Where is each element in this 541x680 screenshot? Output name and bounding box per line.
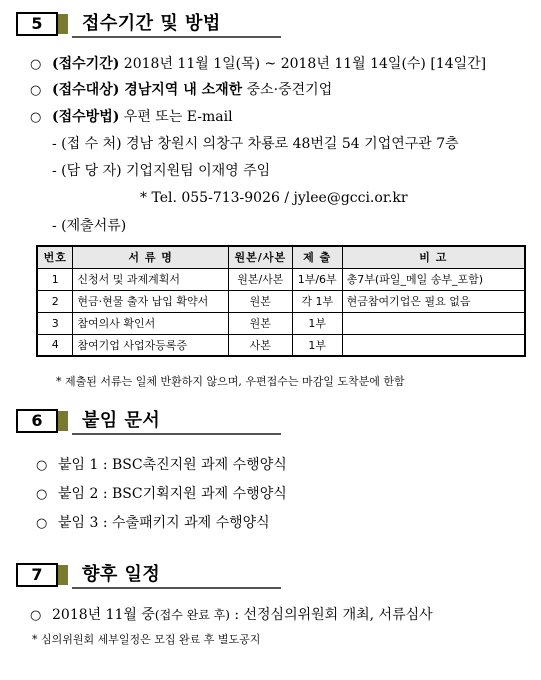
- attachment-text: 붙임 2 : BSC기획지원 과제 수행양식: [58, 486, 287, 502]
- table-row: [37, 334, 525, 356]
- table-footnote: * 제출된 서류는 일체 반환하지 않으며, 우편접수는 마감일 도착분에 한함: [56, 375, 405, 388]
- schedule-footnote: * 심의위원회 세부일정은 모집 완료 후 별도공지: [32, 633, 261, 646]
- table-cell: 각 1부: [292, 290, 342, 312]
- section-title: 접수기간 및 방법: [82, 13, 221, 34]
- attachment-item: [36, 485, 287, 504]
- table-cell: 참여기업 사업자등록증: [73, 334, 228, 356]
- schedule-text: : 선정심의위원회 개최, 서류심사: [229, 607, 433, 623]
- circle-bullet-icon: ○: [30, 57, 42, 72]
- section-6-header: [16, 409, 281, 435]
- target-text: 중소·중견기업: [242, 82, 333, 98]
- circle-bullet-icon: ○: [30, 110, 42, 125]
- section-bar-decoration: [58, 565, 68, 585]
- table-cell: [342, 312, 525, 334]
- schedule-paren: (접수 완료 후): [154, 608, 230, 622]
- tel-line: * Tel. 055-713-9026 / jylee@gcci.or.kr: [140, 190, 408, 206]
- attachment-item: [36, 456, 287, 475]
- period-label: (접수기간): [52, 56, 120, 72]
- table-cell: 원본/사본: [228, 268, 292, 290]
- table-header-cell: 번호: [37, 246, 73, 268]
- circle-bullet-icon: ○: [36, 487, 48, 502]
- table-cell: 3: [37, 312, 73, 334]
- table-cell: 1부/6부: [292, 268, 342, 290]
- table-cell: [342, 334, 525, 356]
- target-bold-text: 경남지역 내 소재한: [119, 82, 243, 98]
- period-text: 2018년 11월 1일(목) ~ 2018년 11월 14일(수) [14일간]: [119, 56, 487, 72]
- section-number: 6: [16, 409, 58, 433]
- circle-bullet-icon: ○: [36, 458, 48, 473]
- target-item: [30, 81, 332, 100]
- section-title: 향후 일정: [82, 564, 161, 585]
- circle-bullet-icon: ○: [30, 83, 42, 98]
- table-header-cell: 제 출: [292, 246, 342, 268]
- table-cell: 원본: [228, 290, 292, 312]
- section-bar-decoration: [58, 411, 68, 431]
- table-cell: 현금참여기업은 필요 없음: [342, 290, 525, 312]
- table-header-cell: 비 고: [342, 246, 525, 268]
- period-item: [30, 55, 486, 74]
- table-cell: 원본: [228, 312, 292, 334]
- table-cell: 신청서 및 과제계획서: [73, 268, 228, 290]
- table-cell: 현금·현물 출자 납입 확약서: [73, 290, 228, 312]
- section-number: 5: [16, 12, 58, 36]
- section-underline: [72, 433, 281, 435]
- section-7-header: [16, 563, 281, 589]
- circle-bullet-icon: ○: [36, 516, 48, 531]
- table-row: [37, 312, 525, 334]
- place-line: - (접 수 처) 경남 창원시 의창구 차룡로 48번길 54 기업연구관 7층: [52, 136, 459, 152]
- attachment-text: 붙임 1 : BSC촉진지원 과제 수행양식: [58, 457, 287, 473]
- table-cell: 1부: [292, 312, 342, 334]
- section-bar-decoration: [58, 14, 68, 34]
- table-cell: 2: [37, 290, 73, 312]
- section-underline: [72, 36, 281, 38]
- section-title: 붙임 문서: [82, 410, 161, 431]
- table-cell: 1: [37, 268, 73, 290]
- section-5-header: [16, 12, 281, 38]
- section-underline: [72, 587, 281, 589]
- attachment-item: [36, 514, 270, 533]
- table-header-cell: 서 류 명: [73, 246, 228, 268]
- table-cell: 1부: [292, 334, 342, 356]
- circle-bullet-icon: ○: [30, 608, 42, 623]
- target-label: (접수대상): [52, 82, 120, 98]
- table-header-cell: 원본/사본: [228, 246, 292, 268]
- table-header-row: [37, 246, 525, 268]
- table-cell: 사본: [228, 334, 292, 356]
- method-item: [30, 108, 233, 127]
- documents-table: [36, 245, 526, 357]
- table-row: [37, 290, 525, 312]
- schedule-prefix: 2018년 11월 중: [52, 607, 155, 623]
- table-cell: 4: [37, 334, 73, 356]
- contact-line: - (담 당 자) 기업지원팀 이재영 주임: [52, 163, 271, 179]
- section-number: 7: [16, 563, 58, 587]
- table-cell: 총7부(파일_메일 송부_포함): [342, 268, 525, 290]
- attachment-text: 붙임 3 : 수출패키지 과제 수행양식: [58, 515, 270, 531]
- schedule-item: [30, 606, 433, 625]
- table-row: [37, 268, 525, 290]
- docs-line: - (제출서류): [52, 218, 127, 234]
- method-text: 우편 또는 E-mail: [119, 109, 233, 125]
- method-label: (접수방법): [52, 109, 120, 125]
- table-cell: 참여의사 확인서: [73, 312, 228, 334]
